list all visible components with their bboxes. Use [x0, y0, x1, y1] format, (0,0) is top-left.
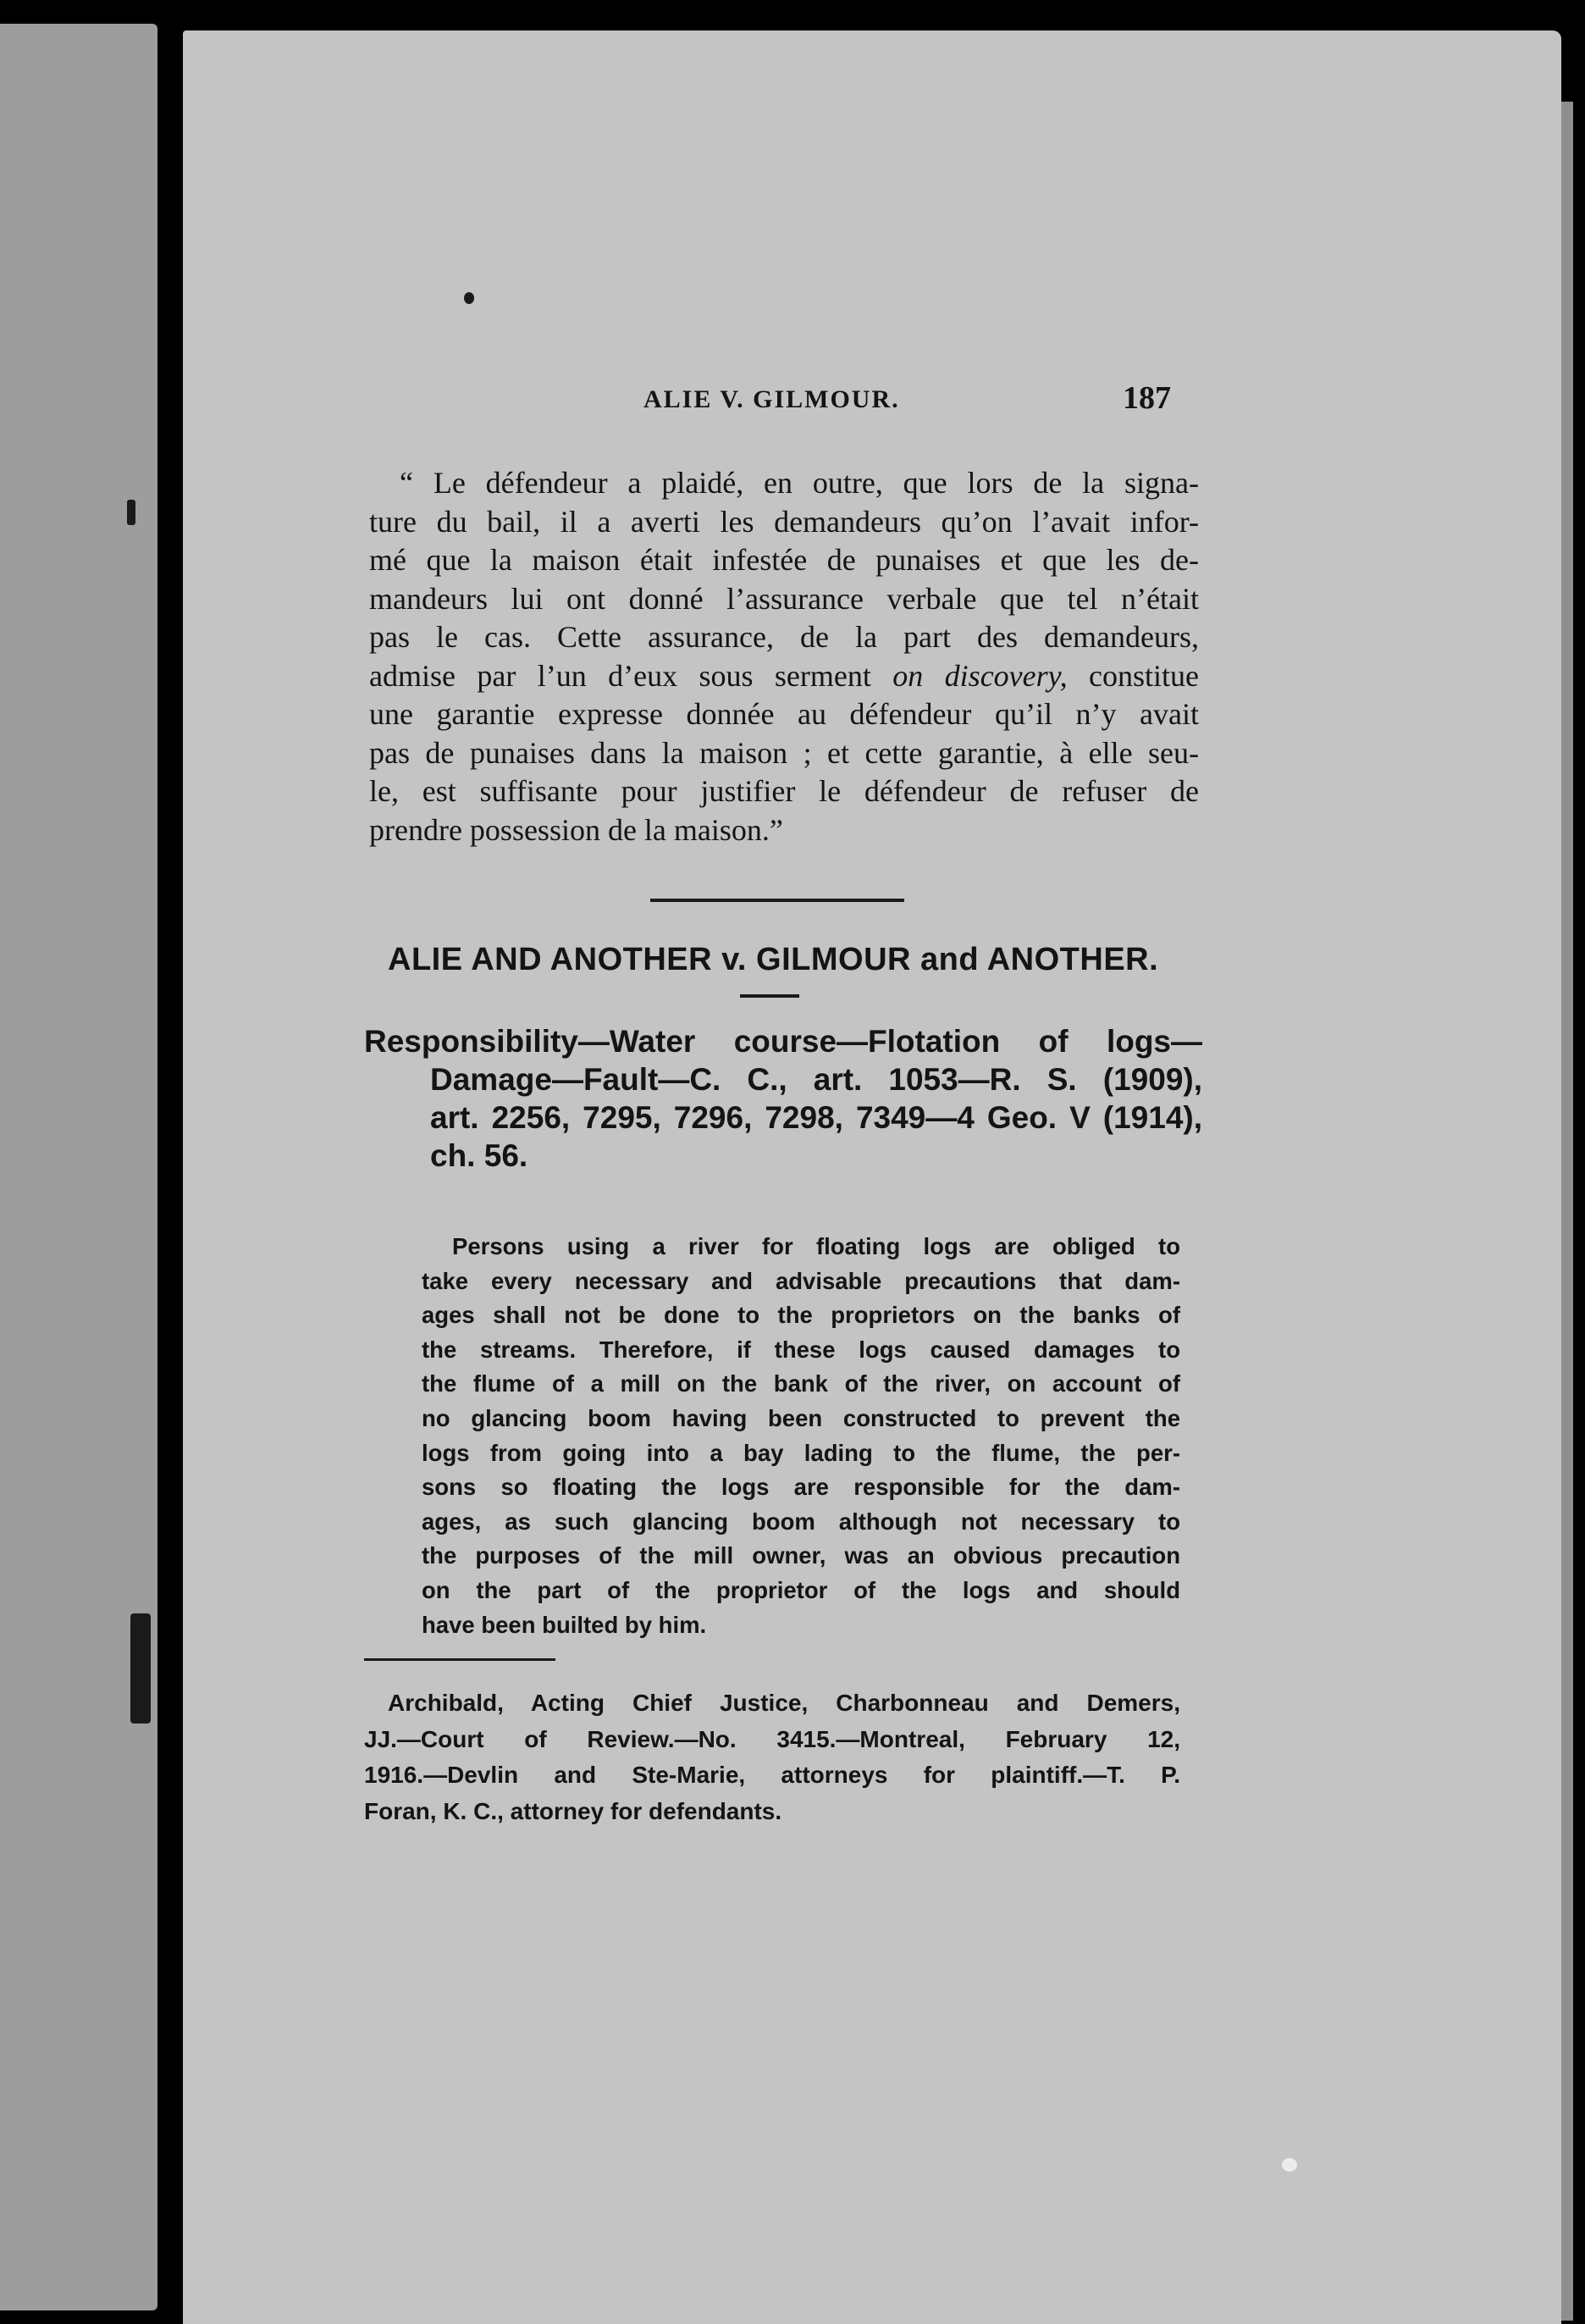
case-title: ALIE AND ANOTHER v. GILMOUR and ANOTHER.: [388, 942, 1159, 977]
subject-line: Damage—Fault—C. C., art. 1053—R. S. (1909),: [430, 1062, 1202, 1097]
quote-line: mandeurs lui ont donné l’assurance verbale que tel n’était: [369, 581, 1199, 616]
ink-speck: [127, 500, 135, 525]
footnote-divider: [364, 1658, 555, 1661]
subject-line: art. 2256, 7295, 7296, 7298, 7349—4 Geo. V (1914),: [430, 1100, 1202, 1135]
quote-line: le, est suffisante pour justifier le défendeur de refuser de: [369, 774, 1199, 808]
book-page: [183, 30, 1561, 2324]
quote-line: prendre possession de la maison.”: [369, 812, 783, 847]
page-edge-shadow: [1561, 102, 1573, 2321]
headnote-line: the streams. Therefore, if these logs caused damages to: [422, 1336, 1180, 1363]
headnote-line: no glancing boom having been constructed to prevent the: [422, 1404, 1180, 1431]
headnote-line: logs from going into a bay lading to the flume, the per-: [422, 1439, 1180, 1466]
running-head: ALIE V. GILMOUR.: [643, 385, 900, 413]
ink-speck: [130, 1613, 151, 1724]
footnote-line: Archibald, Acting Chief Justice, Charbonneau and Demers,: [388, 1690, 1180, 1716]
headnote-line: the purposes of the mill owner, was an obvious precaution: [422, 1542, 1180, 1569]
french-quote-paragraph: [369, 464, 1199, 849]
court-citation-footnote: [364, 1685, 1180, 1829]
footnote-line: JJ.—Court of Review.—No. 3415.—Montreal, February 12,: [364, 1725, 1180, 1752]
subject-line: Responsibility—Water course—Flotation of logs—: [364, 1024, 1202, 1059]
quote-line: mé que la maison était infestée de punaises et que les de-: [369, 543, 1199, 577]
footnote-line: 1916.—Devlin and Ste-Marie, attorneys for plaintiff.—T. P.: [364, 1762, 1180, 1788]
headnote-line: the flume of a mill on the bank of the river, on account of: [422, 1370, 1180, 1397]
title-underline: [740, 994, 799, 998]
quote-line: pas le cas. Cette assurance, de la part des demandeurs,: [369, 620, 1199, 654]
ink-speck: [1282, 2158, 1297, 2172]
headnote-line: Persons using a river for floating logs are obliged to: [452, 1233, 1180, 1259]
headnote-line: take every necessary and advisable precautions that dam-: [422, 1267, 1180, 1294]
quote-line: ture du bail, il a averti les demandeurs qu’on l’avait infor-: [369, 504, 1199, 539]
subject-keywords: [364, 1022, 1202, 1175]
headnote-line: ages shall not be done to the proprietors on the banks of: [422, 1302, 1180, 1329]
subject-line: ch. 56.: [430, 1138, 528, 1173]
quote-line: une garantie expresse donnée au défendeur qu’il n’y avait: [369, 697, 1199, 731]
quote-line: “ Le défendeur a plaidé, en outre, que lors de la signa-: [400, 466, 1199, 500]
ink-speck: [464, 292, 474, 304]
page-number: 187: [1123, 380, 1171, 416]
quote-text: constitue: [1089, 658, 1200, 693]
quote-line: [369, 657, 1199, 696]
headnote-paragraph: [422, 1230, 1180, 1642]
headnote-line: sons so floating the logs are responsible for the dam-: [422, 1474, 1180, 1501]
quote-line: pas de punaises dans la maison ; et cette garantie, à elle seu-: [369, 735, 1199, 770]
facing-page-edge: [0, 24, 157, 2310]
quote-italic-term: on discovery,: [892, 658, 1068, 693]
headnote-line: ages, as such glancing boom although not necessary to: [422, 1508, 1180, 1535]
binding-gutter: [166, 24, 183, 2324]
footnote-line: Foran, K. C., attorney for defendants.: [364, 1797, 782, 1824]
headnote-line: on the part of the proprietor of the logs and should: [422, 1576, 1180, 1603]
quote-text: admise par l’un d’eux sous serment: [369, 658, 871, 693]
section-divider: [650, 899, 904, 902]
headnote-line: have been builted by him.: [422, 1611, 707, 1638]
